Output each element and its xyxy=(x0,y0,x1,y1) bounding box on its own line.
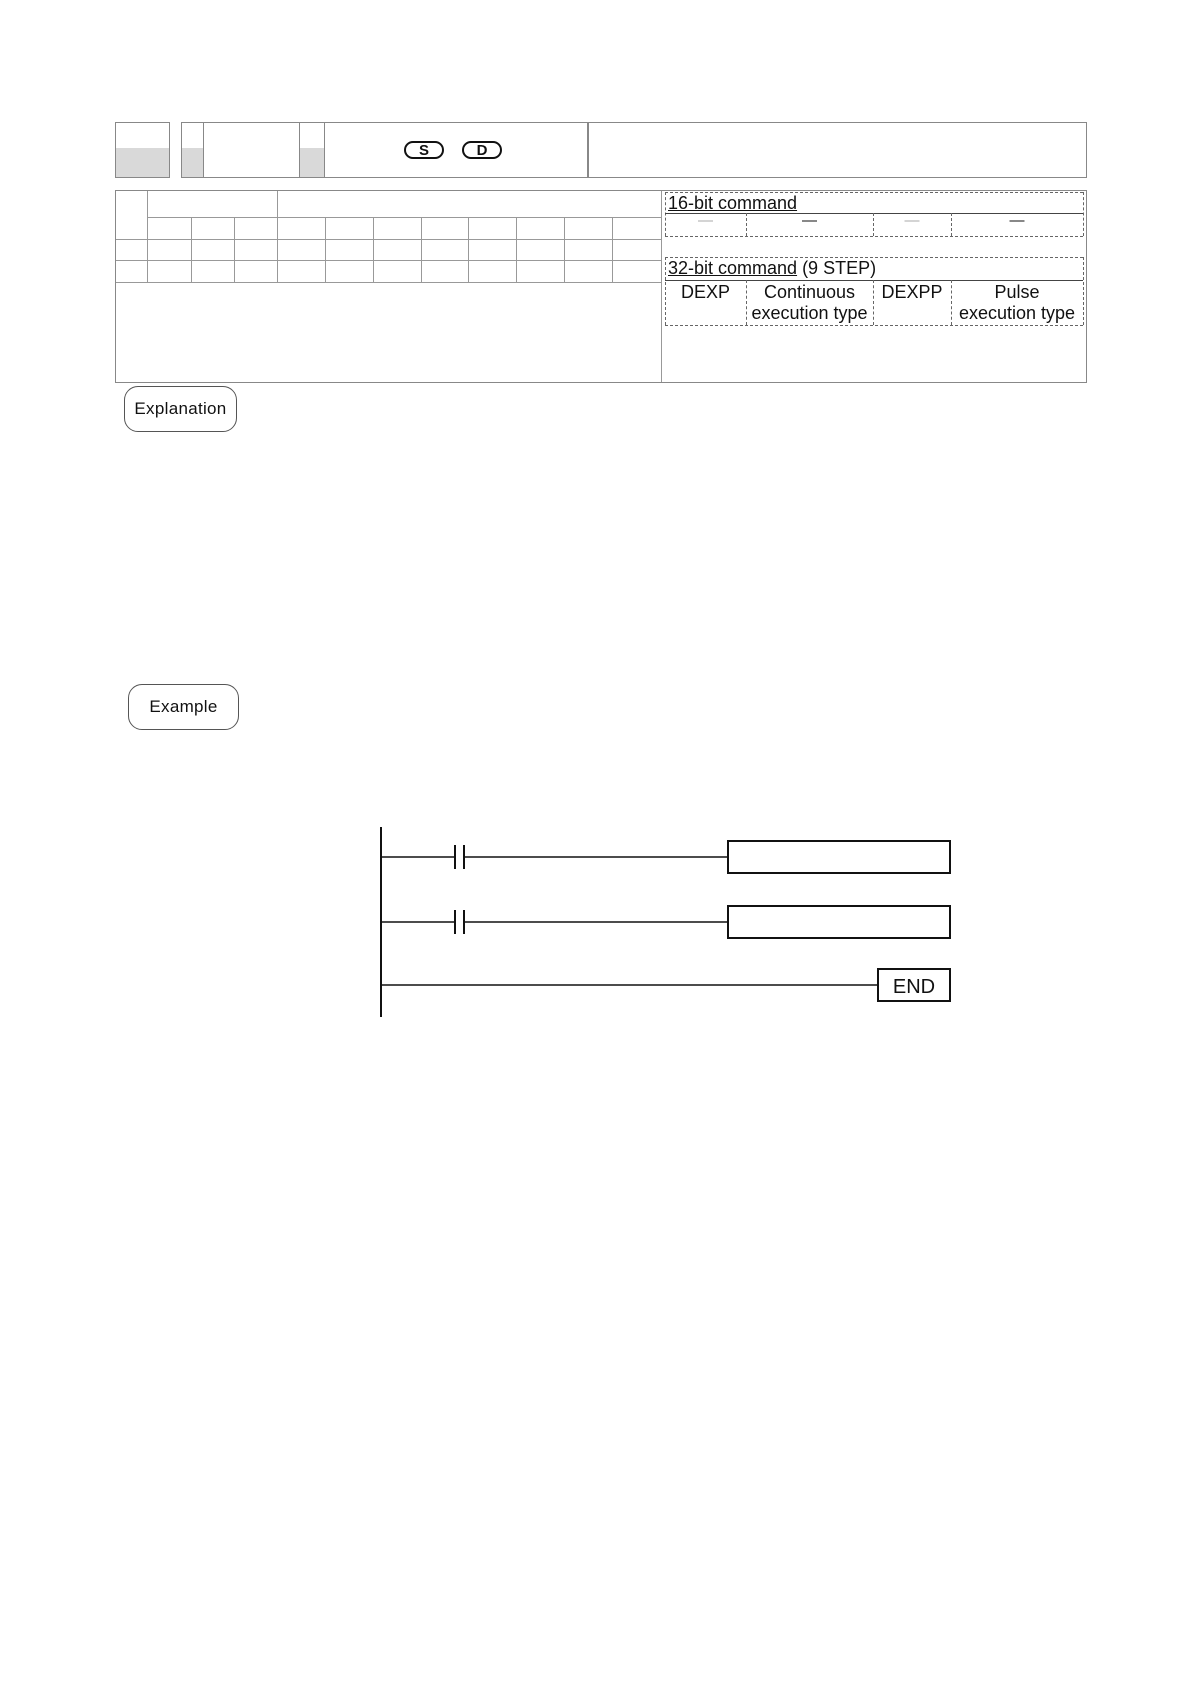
ladder-diagram xyxy=(370,820,960,1020)
header-small-cell-2 xyxy=(300,123,325,177)
cmd16-bottom-line xyxy=(665,236,1083,237)
operand-grid-v8 xyxy=(516,217,517,282)
header-small-cell-2-shade xyxy=(300,148,324,177)
header-mnemonic-box xyxy=(181,122,588,178)
cmd16-right-line xyxy=(1083,192,1084,236)
example-label: Example xyxy=(128,684,239,730)
cmd32-continuous-type-line2: execution type xyxy=(751,303,868,323)
cmd16-cell-4: — xyxy=(1009,212,1025,229)
cmd32-continuous-type xyxy=(746,282,873,324)
operand-grid-h3 xyxy=(116,260,661,261)
cmd32-pulse-type-line2: execution type xyxy=(958,303,1076,323)
cmd32-continuous-name: DEXP xyxy=(680,282,731,302)
cmd32-pulse-type xyxy=(951,282,1083,324)
header-api-box xyxy=(115,122,170,178)
header-api-shade xyxy=(116,148,169,177)
cmd16-cell-3: — xyxy=(904,212,920,229)
operand-divider xyxy=(661,191,662,382)
header-small-cell-1-shade xyxy=(182,148,203,177)
cmd32-pulse-name: DEXPP xyxy=(881,282,943,302)
operand-grid-v2 xyxy=(234,217,235,282)
operand-grid-h2 xyxy=(116,239,661,240)
cmd32-title xyxy=(668,258,876,279)
rung-2-instruction-box xyxy=(728,906,950,938)
operand-grid-v9 xyxy=(564,217,565,282)
operand-grid-v0 xyxy=(147,191,148,282)
operand-grid-v3 xyxy=(277,191,278,282)
cmd32-bottom-line xyxy=(665,325,1083,326)
cmd32-title-main: 32-bit command xyxy=(668,258,798,278)
cmd32-pulse-type-line1: Pulse xyxy=(994,282,1040,302)
operand-d-badge: D xyxy=(462,141,502,159)
operand-s-badge: S xyxy=(404,141,444,159)
header-mnemonic-name-cell xyxy=(204,123,300,177)
cmd16-cell-1: — xyxy=(698,212,713,229)
operand-grid-v6 xyxy=(421,217,422,282)
operand-grid-v5 xyxy=(373,217,374,282)
rung-1-instruction-box xyxy=(728,841,950,873)
cmd16-title: 16-bit command xyxy=(668,193,798,213)
operand-grid-v10 xyxy=(612,217,613,282)
header-function-box xyxy=(588,122,1087,178)
operand-grid-v7 xyxy=(468,217,469,282)
operand-grid-bottom xyxy=(116,282,661,283)
cmd16-cell-2: — xyxy=(802,212,817,229)
operand-grid-h1 xyxy=(147,217,661,218)
operand-table xyxy=(115,190,1087,383)
header-small-cell-1 xyxy=(182,123,204,177)
explanation-label: Explanation xyxy=(124,386,237,432)
cmd32-right-line xyxy=(1083,257,1084,325)
operand-grid-v4 xyxy=(325,217,326,282)
cmd32-title-rule xyxy=(665,280,1083,281)
command-panel xyxy=(665,191,1084,382)
cmd32-title-suffix: (9 STEP) xyxy=(797,258,877,278)
cmd32-continuous-type-line1: Continuous xyxy=(763,282,856,302)
operand-grid-v1 xyxy=(191,217,192,282)
end-label: END xyxy=(892,976,936,998)
